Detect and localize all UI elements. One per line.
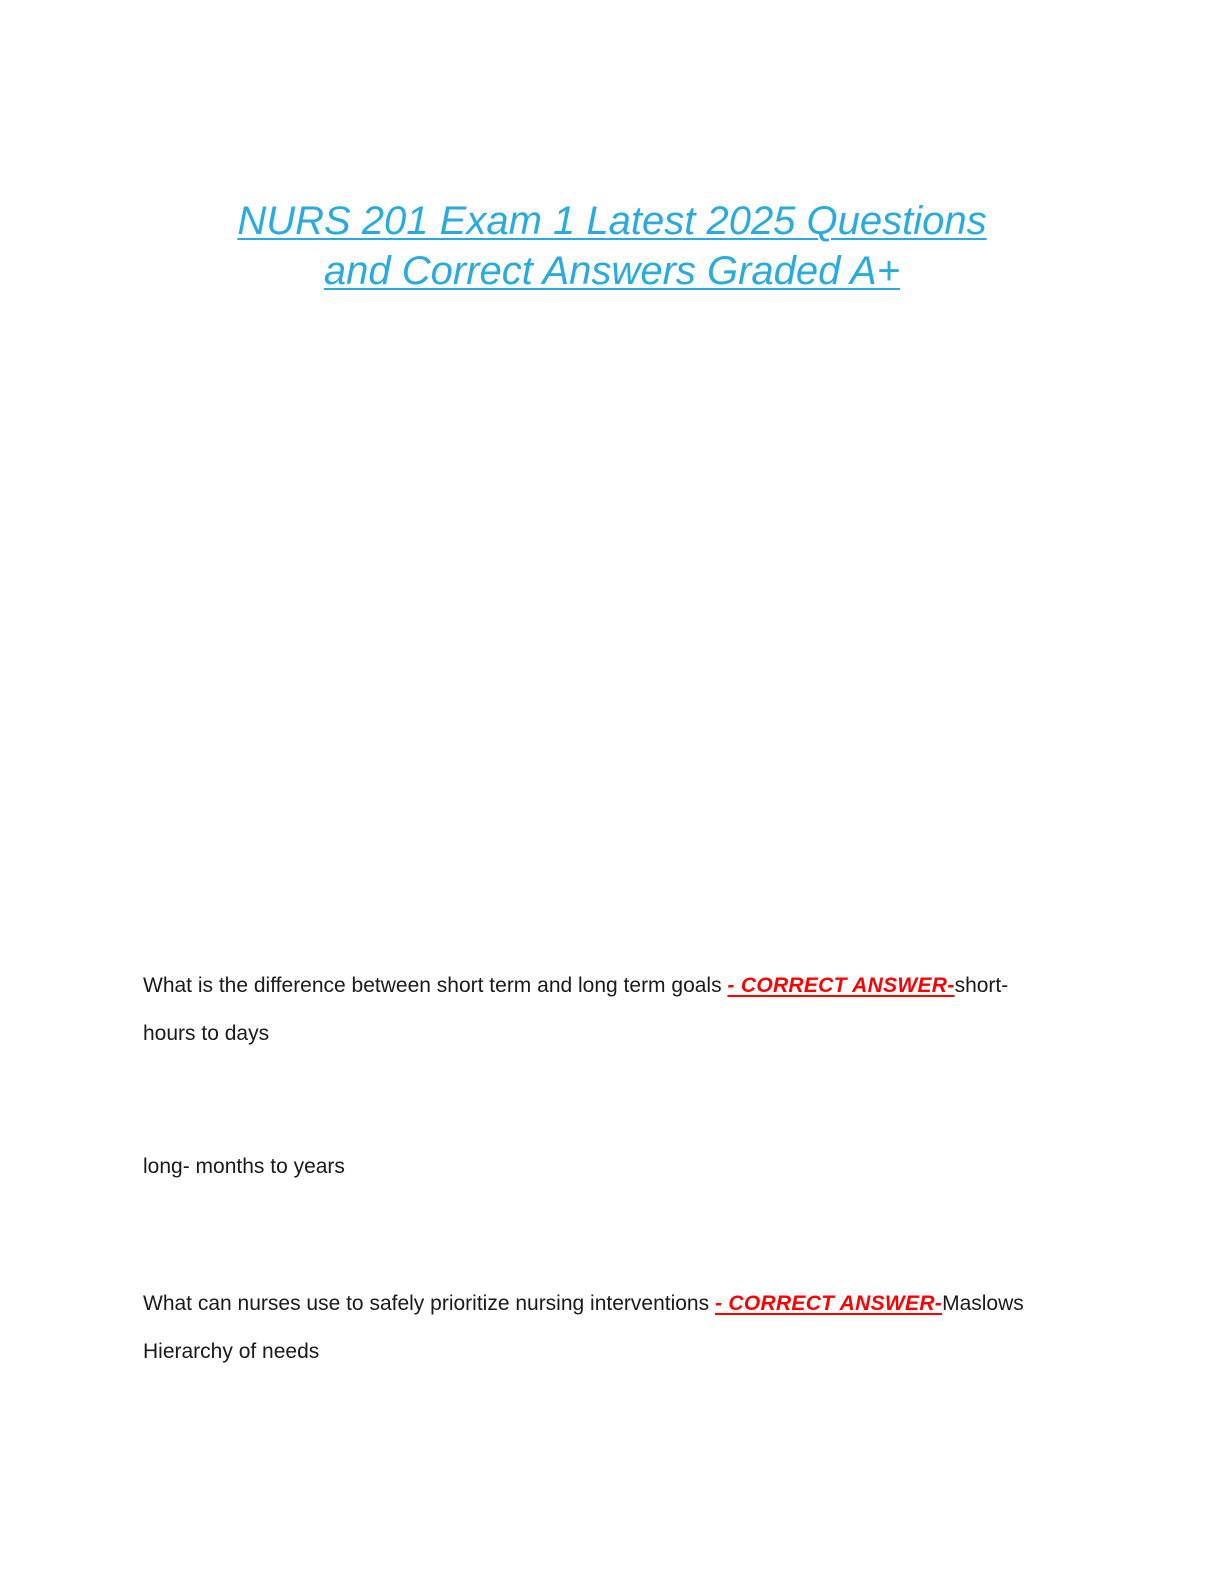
qa-item-continuation xyxy=(143,1143,1043,1191)
qa-item xyxy=(143,962,1043,1058)
question-text: What can nurses use to safely prioritize nursing interventions xyxy=(143,1292,715,1315)
page-title-line-2 xyxy=(324,249,900,293)
page-title xyxy=(172,196,1052,296)
page-title-line-1 xyxy=(237,199,986,243)
question-text: What is the difference between short term and long term goals xyxy=(143,974,728,997)
title-text-line-1: NURS 201 Exam 1 Latest 2025 Questions xyxy=(237,199,987,243)
title-text-line-2: and Correct Answers Graded A+ xyxy=(323,249,901,293)
answer-text: short- hours to days xyxy=(143,974,1009,1045)
qa-item xyxy=(143,1280,1043,1376)
correct-answer-marker: - CORRECT ANSWER- xyxy=(714,1292,943,1315)
correct-answer-marker: - CORRECT ANSWER- xyxy=(727,974,955,997)
answer-text-continued: long- months to years xyxy=(143,1155,345,1178)
answer-text: Maslows Hierarchy of needs xyxy=(143,1292,1024,1363)
